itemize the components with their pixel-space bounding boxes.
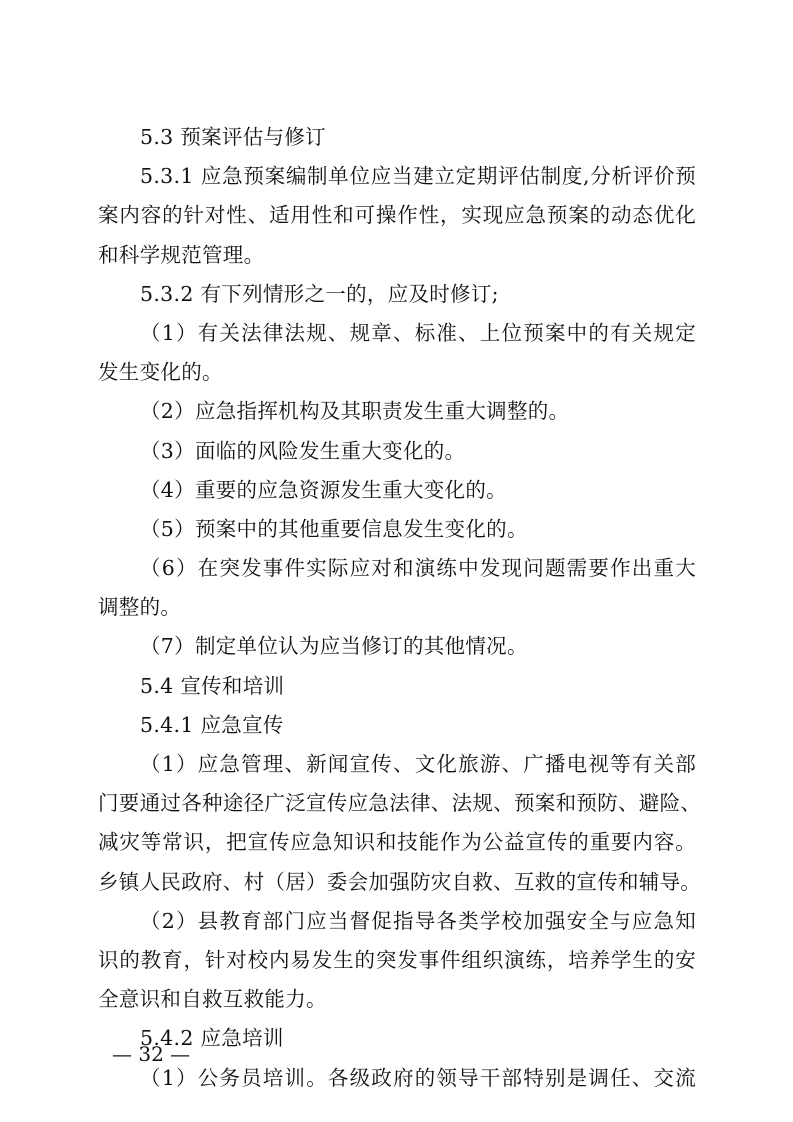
list-item-6-line-2: 调整的。 — [98, 595, 182, 620]
publicity-item-1-line-4: 乡镇人民政府、村（居）委会加强防灾自救、互救的宣传和辅导。 — [98, 869, 702, 894]
document-body — [98, 118, 702, 1098]
paragraph-5-3-2: 5.3.2 有下列情形之一的，应及时修订; — [140, 281, 499, 306]
section-heading-5-3: 5.3 预案评估与修订 — [140, 125, 326, 149]
list-item-1-line-1: （1）有关法律法规、规章、标准、上位预案中的有关规定 — [140, 320, 696, 345]
publicity-item-1-line-3: 减灾等常识，把宣传应急知识和技能作为公益宣传的重要内容。 — [98, 830, 696, 855]
list-item-4: （4）重要的应急资源发生重大变化的。 — [140, 477, 507, 502]
list-item-6-line-1: （6）在突发事件实际应对和演练中发现问题需要作出重大 — [140, 556, 696, 581]
list-item-5: （5）预案中的其他重要信息发生变化的。 — [140, 516, 528, 541]
list-item-1-line-2: 发生变化的。 — [98, 360, 223, 385]
section-heading-5-4: 5.4 宣传和培训 — [140, 673, 285, 698]
list-item-7: （7）制定单位认为应当修订的其他情况。 — [140, 634, 528, 659]
publicity-item-2-line-2: 识的教育，针对校内易发生的突发事件组织演练，培养学生的安 — [98, 947, 696, 972]
paragraph-5-3-1-line-2: 案内容的针对性、适用性和可操作性，实现应急预案的动态优化 — [98, 203, 696, 228]
list-item-3: （3）面临的风险发生重大变化的。 — [140, 438, 466, 463]
publicity-item-1-line-2: 门要通过各种途径广泛宣传应急法律、法规、预案和预防、避险、 — [98, 791, 702, 816]
page-number: — 32 — — [112, 1042, 191, 1066]
paragraph-5-3-1-line-3: 和科学规范管理。 — [98, 242, 265, 267]
publicity-item-1-line-1: （1）应急管理、新闻宣传、文化旅游、广播电视等有关部 — [140, 752, 696, 776]
subsection-heading-5-4-1: 5.4.1 应急宣传 — [140, 712, 284, 737]
paragraph-5-3-1-line-1: 5.3.1 应急预案编制单位应当建立定期评估制度,分析评价预 — [140, 164, 696, 189]
publicity-item-2-line-1: （2）县教育部门应当督促指导各类学校加强安全与应急知 — [140, 908, 696, 933]
list-item-2: （2）应急指挥机构及其职责发生重大调整的。 — [140, 399, 570, 424]
training-item-1-line-1: （1）公务员培训。各级政府的领导干部特别是调任、交流 — [140, 1065, 696, 1090]
subsection-heading-5-4-2: 5.4.2 应急培训 — [140, 1026, 284, 1051]
publicity-item-2-line-3: 全意识和自救互救能力。 — [98, 987, 327, 1012]
